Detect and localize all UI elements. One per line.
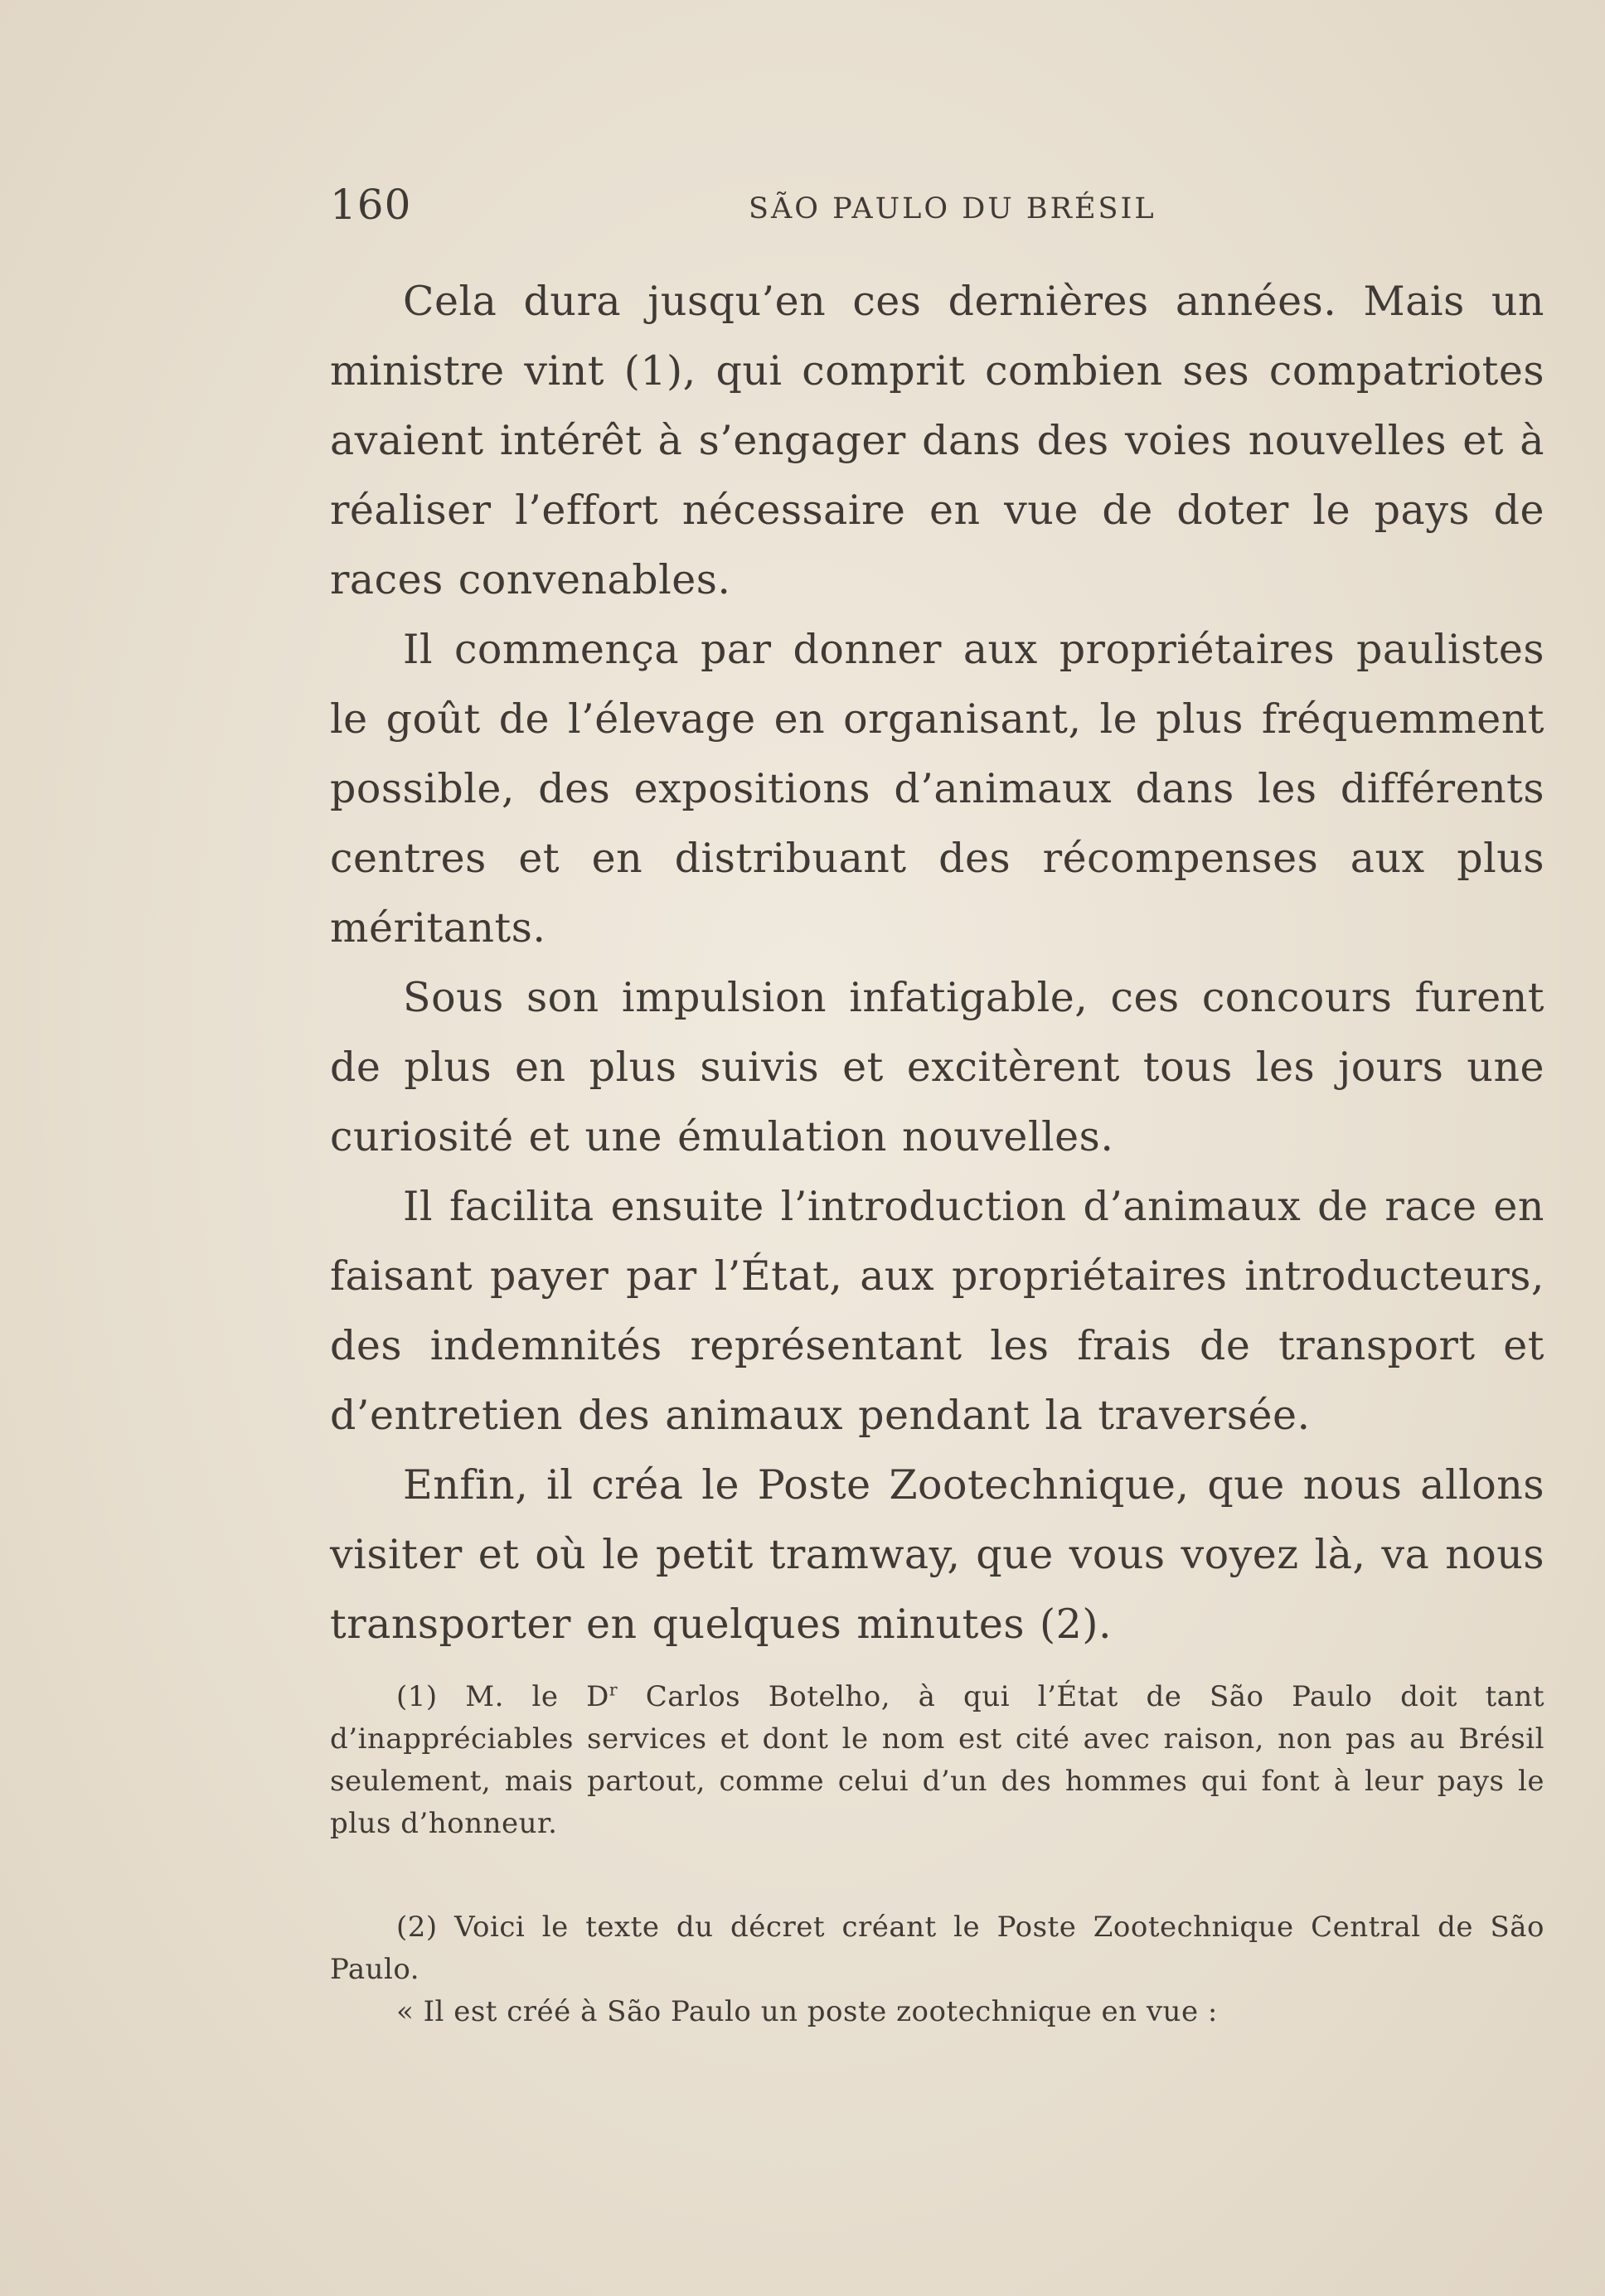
paragraph: Cela dura jusqu’en ces dernières années. Mais un ministre vint (1), qui comprit combien ses compatriotes avaient intérêt à s’engager dans des voies nouvelles et à réaliser l’effort nécessaire en vue de doter le pays de races convenables. bbox=[330, 278, 1544, 603]
page-number: 160 bbox=[330, 181, 412, 229]
footnote-2: (2) Voici le texte du décret créant le Poste Zootechnique Central de São Paulo. bbox=[330, 1911, 1544, 1986]
footnote-2-quote: « Il est créé à São Paulo un poste zootechnique en vue : bbox=[396, 1995, 1218, 2028]
footnote-1 bbox=[330, 1676, 1544, 1845]
paragraph: Sous son impulsion infatigable, ces concours furent de plus en plus suivis et excitèrent tous les jours une curiosité et une émulation nouvelles. bbox=[330, 974, 1544, 1160]
running-head bbox=[330, 181, 1544, 230]
running-title: SÃO PAULO DU BRÉSIL bbox=[749, 192, 1156, 225]
footnote-1-rest: Carlos Botelho, à qui l’État de São Paulo doit tant d’inappréciables services et dont le nom est cité avec raison, non pas au Brésil seulement, mais partout, comme celui d’un des hommes qui font à leur pays le plus d’honneur. bbox=[330, 1680, 1544, 1840]
paragraph: Il facilita ensuite l’introduction d’animaux de race en faisant payer par l’État, aux propriétaires introducteurs, des indemnités représentant les frais de transport et d’entretien des animaux pendant la traversée. bbox=[330, 1183, 1544, 1439]
footnote-1-superscript: r bbox=[609, 1679, 618, 1700]
footnotes bbox=[330, 1676, 1544, 2033]
body-text bbox=[330, 267, 1544, 1659]
paragraph: Il commença par donner aux propriétaires paulistes le goût de l’élevage en organisant, le plus fréquemment possible, des expositions d’animaux dans les différents centres et en distribuant des récompenses aux plus méritants. bbox=[330, 626, 1544, 952]
paragraph: Enfin, il créa le Poste Zootechnique, que nous allons visiter et où le petit tramway, que vous voyez là, va nous transporter en quelques minutes (2). bbox=[330, 1461, 1544, 1648]
footnote-1-start: (1) M. le D bbox=[396, 1680, 609, 1713]
